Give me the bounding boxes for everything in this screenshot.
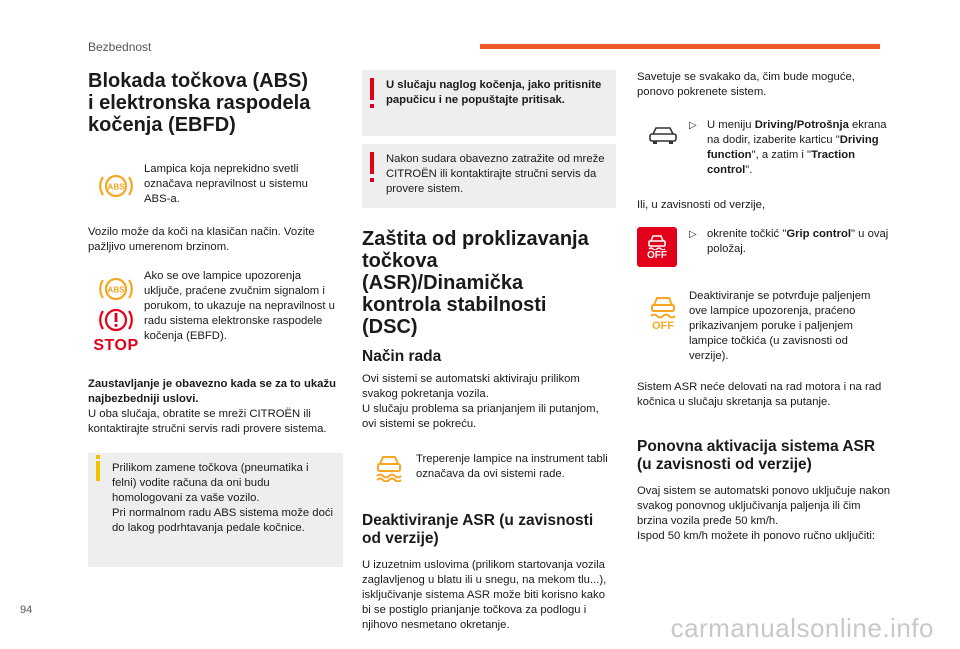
ebfd-warning-icons	[88, 269, 144, 355]
column-asr-continued	[637, 70, 892, 544]
car-icon	[637, 118, 689, 146]
confirm-text: Deaktiviranje se potvrđuje paljenjem ove lampice upozorenja, praćeno prikazivanjem poruke i paljenjem lampice točkića (u zavisnosti od verzije).	[689, 290, 871, 362]
asr-engine-note: Sistem ASR neće delovati na rad motora i na rad kočnica u slučaju skretanja sa putanje.	[637, 381, 882, 408]
blink-text: Treperenje lampice na instrument tabli označava da ovi sistemi rade.	[416, 453, 608, 480]
column-asr	[362, 70, 616, 633]
abs-lamp-row	[88, 162, 343, 207]
mode-subtitle: Način rada	[362, 348, 442, 365]
column-abs	[88, 70, 343, 567]
svg-text:ABS: ABS	[107, 285, 125, 295]
grip-control-off-icon: OFF	[637, 227, 677, 267]
normal-braking-text: Vozilo može da koči na klasičan način. Vozite pažljivo umerenom brzinom.	[88, 226, 315, 253]
warning-exclamation-icon	[370, 152, 374, 174]
info-icon	[96, 461, 100, 481]
grip-control-row	[637, 227, 892, 267]
mandatory-stop-note	[88, 377, 343, 437]
watermark: carmanualsonline.info	[670, 613, 934, 643]
info-box-wheels	[88, 453, 343, 567]
abs-warning-icon	[88, 162, 144, 200]
traction-control-icon	[362, 452, 416, 482]
section-header: Bezbednost	[88, 40, 152, 54]
warning-collision-text: Nakon sudara obavezno zatražite od mreže CITROËN ili kontaktirajte stručni servis da provere sistem.	[386, 153, 605, 195]
bullet-arrow-icon: ▷	[689, 229, 697, 240]
stop-icon: STOP	[93, 337, 139, 354]
blink-lamp-row	[362, 452, 616, 482]
menu-bullet-row	[637, 118, 892, 178]
header-accent-rule	[480, 44, 880, 49]
mode-text: Ovi sistemi se automatski aktiviraju prilikom svakog pokretanja vozila. U slučaju problema sa prianjanjem ili putanjom, ovi sistemi se pokreću.	[362, 373, 599, 430]
svg-text:ABS: ABS	[107, 182, 125, 192]
mandatory-stop-text: U oba slučaja, obratite se mreži CITROËN ili kontaktirajte stručni servis radi provere sistema.	[88, 408, 327, 435]
grip-control-text: okrenite točkić "Grip control" u ovaj položaj.	[707, 228, 889, 255]
ebfd-lamp-text: Ako se ove lampice upozorenja uključe, praćene zvučnim signalom i porukom, to ukazuje na nepravilnost u radu sistema elektronske raspodele kočenja (EBFD).	[144, 270, 335, 342]
warning-exclamation-icon	[370, 78, 374, 100]
asr-title: Zaštita od proklizavanja točkova (ASR)/Dinamička kontrola stabilnosti (DSC)	[362, 228, 589, 338]
abs-title: Blokada točkova (ABS) i elektronska raspodela kočenja (EBFD)	[88, 70, 311, 136]
reactivation-text: Ovaj sistem se automatski ponovo uključuje nakon svakog ponovnog uključivanja paljenja ili čim brzina vozila pređe 50 km/h. Ispod 50 km/h možete ih ponovo ručno uključiti:	[637, 485, 891, 542]
brake-exclamation-icon	[97, 305, 135, 335]
abs-lamp-text: Lampica koja neprekidno svetli označava nepravilnost u sistemu ABS-a.	[144, 163, 308, 205]
bullet-arrow-icon: ▷	[689, 120, 697, 131]
deactivation-subtitle: Deaktiviranje ASR (u zavisnosti od verzije)	[362, 512, 594, 547]
page-number: 94	[20, 604, 33, 616]
warning-braking-text: U slučaju naglog kočenja, jako pritisnite papučicu i ne popuštajte pritisak.	[386, 79, 602, 106]
warning-box-collision	[362, 144, 616, 208]
info-box-text: Prilikom zamene točkova (pneumatika i felni) vodite računa da oni budu homologovani za vaše vozilo. Pri normalnom radu ABS sistema može doći do lakog podrhtavanja pedale kočnice.	[112, 462, 334, 534]
reactivation-subtitle: Ponovna aktivacija sistema ASR (u zavisnosti od verzije)	[637, 438, 876, 473]
deactivation-text: U izuzetnim uslovima (prilikom startovanja vozila zaglavljenog u blatu ili u snegu, na mekom tlu...), isključivanje sistema ASR može biti korisno kako bi se postiglo prianjanje točkova za podlogu i njihovo nesmetano okretanje.	[362, 559, 607, 631]
traction-off-icon: OFF	[637, 289, 689, 332]
restart-advice: Savetuje se svakako da, čim bude moguće, ponovo pokrenete sistem.	[637, 71, 855, 98]
ebfd-lamp-row	[88, 269, 343, 355]
or-version-text: Ili, u zavisnosti od verzije,	[637, 199, 766, 211]
abs-icon	[97, 275, 135, 303]
confirm-lamp-row	[637, 289, 892, 364]
mandatory-stop-bold: Zaustavljanje je obavezno kada se za to ukažu najbezbedniji uslovi.	[88, 378, 336, 405]
menu-bullet-text: U meniju Driving/Potrošnja ekrana na dodir, izaberite karticu "Driving function", a zatim i "Traction control".	[707, 119, 887, 176]
warning-box-braking	[362, 70, 616, 136]
